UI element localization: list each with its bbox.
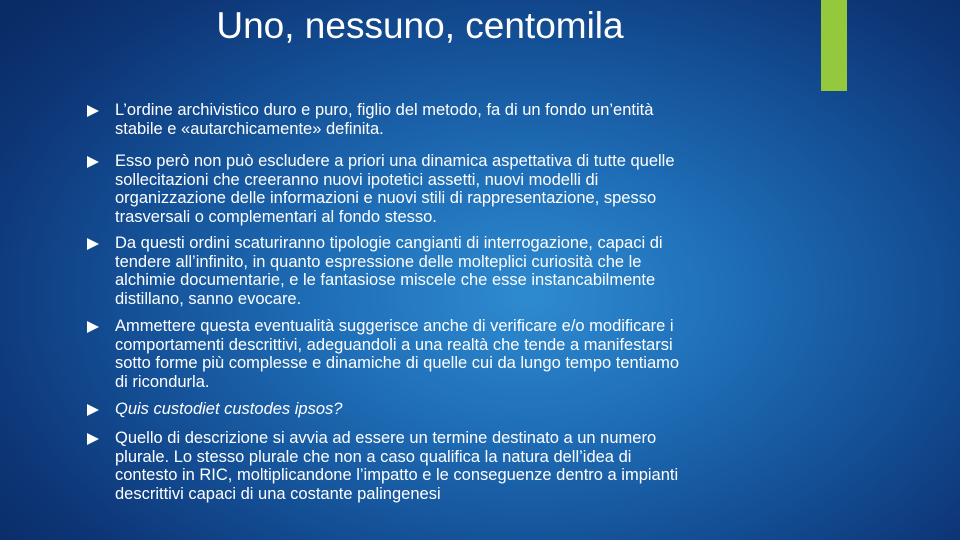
bullet-item bbox=[86, 400, 786, 419]
bullet-text: Quis custodiet custodes ipsos? bbox=[115, 400, 343, 418]
triangle-right-icon bbox=[86, 317, 115, 335]
bullet-text: Esso però non può escludere a priori una dinamica aspettativa di tutte quelle sollecitazioni che creeranno nuovi ipotetici assetti, nuovi modelli di organizzazione delle informazioni e nuovi stili di rappresentazione, spesso trasversali o complementari al fondo stesso. bbox=[115, 152, 675, 227]
bullet-item bbox=[86, 429, 786, 504]
bullet-text: L’ordine archivistico duro e puro, figlio del metodo, fa di un fondo un’entità stabile e «autarchicamente» definita. bbox=[115, 101, 654, 138]
bullet-item bbox=[86, 152, 786, 227]
bullet-text: Quello di descrizione si avvia ad essere un termine destinato a un numero plurale. Lo stesso plurale che non a caso qualifica la natura dell’idea di contesto in RIC, moltiplicandone l’impatto e le conseguenze dentro a impianti descrittivi capaci di una costante palingenesi bbox=[115, 429, 679, 504]
bullet-text: Ammettere questa eventualità suggerisce anche di verificare e/o modificare i comportamenti descrittivi, adeguandoli a una realtà che tende a manifestarsi sotto forme più complesse e dinamiche di quelle cui da lungo tempo tentiamo di ricondurla. bbox=[115, 317, 680, 392]
bullet-item bbox=[86, 234, 786, 309]
triangle-right-icon bbox=[86, 234, 115, 252]
triangle-right-icon bbox=[86, 152, 115, 170]
bullet-item bbox=[86, 101, 786, 138]
slide-title: Uno, nessuno, centomila bbox=[216, 5, 624, 46]
bullet-item bbox=[86, 317, 786, 392]
triangle-right-icon bbox=[86, 101, 115, 119]
bullet-text: Da questi ordini scaturiranno tipologie cangianti di interrogazione, capaci di tendere all’infinito, in quanto espressione delle molteplici curiosità che le alchimie documentarie, e le fantasiose miscele che esse instancabilmente distillano, sanno evocare. bbox=[115, 234, 663, 309]
triangle-right-icon bbox=[86, 429, 115, 447]
triangle-right-icon bbox=[86, 400, 115, 418]
